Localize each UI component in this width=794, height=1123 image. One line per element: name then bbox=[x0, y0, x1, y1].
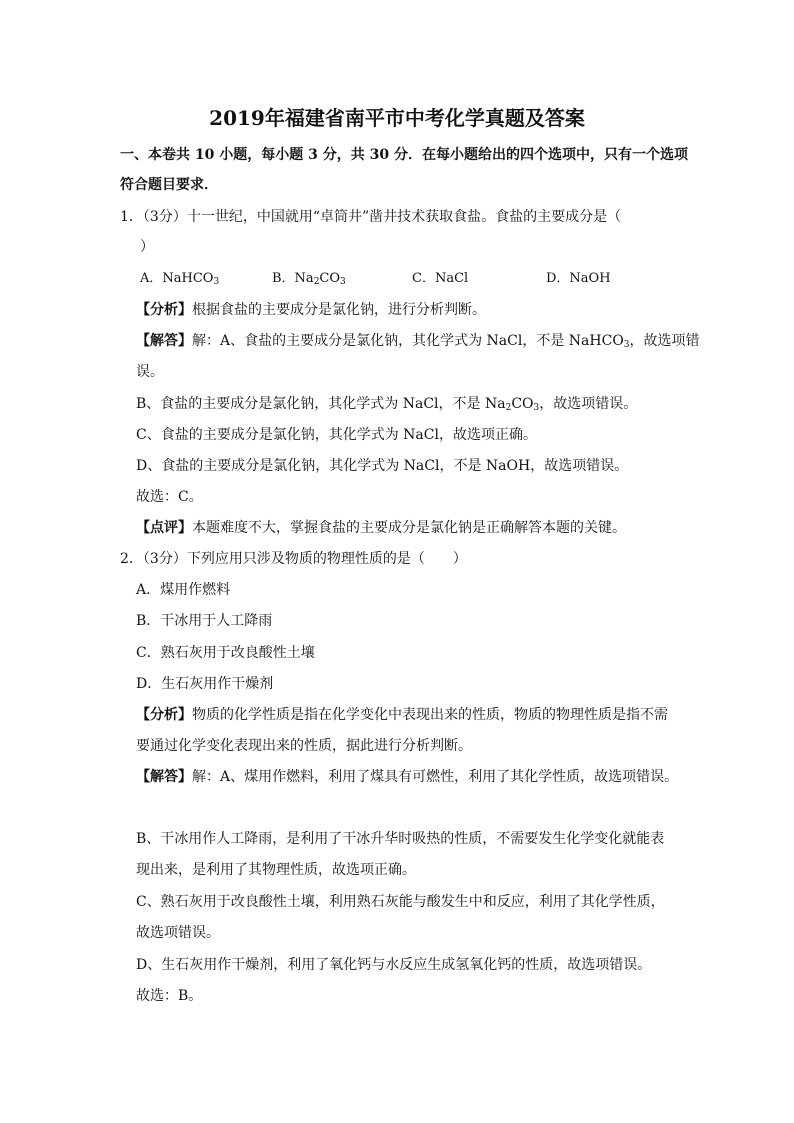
q1-stem-line1: 1．（3分）十一世纪，中国就用“卓筒井”凿井技术获取食盐。食盐的主要成分是（ bbox=[120, 209, 622, 225]
q1-choice: 故选：C。 bbox=[136, 489, 203, 505]
q2-analysis-line2: 要通过化学变化表现出来的性质，据此进行分析判断。 bbox=[136, 738, 472, 754]
q1-analysis: 【分析】根据食盐的主要成分是氯化钠，进行分析判断。 bbox=[136, 302, 486, 318]
q1-stem-line2: ） bbox=[140, 239, 154, 255]
q1-option-a: A．NaHCO$_3$ bbox=[140, 271, 220, 287]
q2-answer-d: D、生石灰用作干燥剂，利用了氧化钙与水反应生成氢氧化钙的性质，故选项错误。 bbox=[136, 957, 652, 973]
page-title: 2019年福建省南平市中考化学真题及答案 bbox=[209, 106, 585, 130]
q2-choice: 故选：B。 bbox=[136, 988, 203, 1004]
q2-option-b: B．干冰用于人工降雨 bbox=[136, 613, 273, 629]
q2-option-d: D．生石灰用作干燥剂 bbox=[136, 676, 274, 692]
q2-answer-c-line2: 故选项错误。 bbox=[136, 925, 220, 941]
q1-answer-c: C、食盐的主要成分是氯化钠，其化学式为 NaCl，故选项正确。 bbox=[136, 427, 537, 443]
section-heading-line2: 符合题目要求． bbox=[120, 177, 218, 193]
q2-answer-b-line1: B、干冰用作人工降雨，是利用了干冰升华时吸热的性质，不需要发生化学变化就能表 bbox=[136, 831, 665, 847]
q1-answer-a-cont: 误。 bbox=[136, 364, 164, 380]
q2-answer-a: 【解答】解：A、煤用作燃料，利用了煤具有可燃性，利用了其化学性质，故选项错误。 bbox=[136, 769, 679, 785]
section-heading-line1: 一、本卷共 10 小题，每小题 3 分，共 30 分．在每小题给出的四个选项中，只有一个选项 bbox=[120, 147, 688, 163]
q2-option-c: C．熟石灰用于改良酸性土壤 bbox=[136, 645, 315, 661]
q2-stem: 2．（3分）下列应用只涉及物质的物理性质的是（ ） bbox=[120, 551, 467, 567]
q1-answer-d: D、食盐的主要成分是氯化钠，其化学式为 NaCl，不是 NaOH，故选项错误。 bbox=[136, 458, 629, 474]
q2-analysis-line1: 【分析】物质的化学性质是指在化学变化中表现出来的性质，物质的物理性质是指不需 bbox=[136, 707, 668, 723]
q1-option-d: D．NaOH bbox=[546, 271, 611, 286]
q2-answer-c-line1: C、熟石灰用于改良酸性土壤，利用熟石灰能与酸发生中和反应，利用了其化学性质， bbox=[136, 894, 665, 910]
q1-answer-a: 【解答】解：A、食盐的主要成分是氯化钠，其化学式为 NaCl，不是 NaHCO$_3$，故选项错 bbox=[136, 333, 700, 350]
q1-option-b: B．$Na_2CO_3$ bbox=[272, 271, 346, 287]
q2-answer-b-line2: 现出来，是利用了其物理性质，故选项正确。 bbox=[136, 862, 416, 878]
q2-option-a: A．煤用作燃料 bbox=[136, 582, 231, 598]
q1-comment: 【点评】本题难度不大，掌握食盐的主要成分是氯化钠是正确解答本题的关键。 bbox=[136, 520, 626, 536]
q1-option-c: C．NaCl bbox=[412, 271, 469, 286]
q1-answer-b: B、食盐的主要成分是氯化钠，其化学式为 NaCl，不是 $Na_2CO_3$，故选项错误。 bbox=[136, 396, 638, 413]
